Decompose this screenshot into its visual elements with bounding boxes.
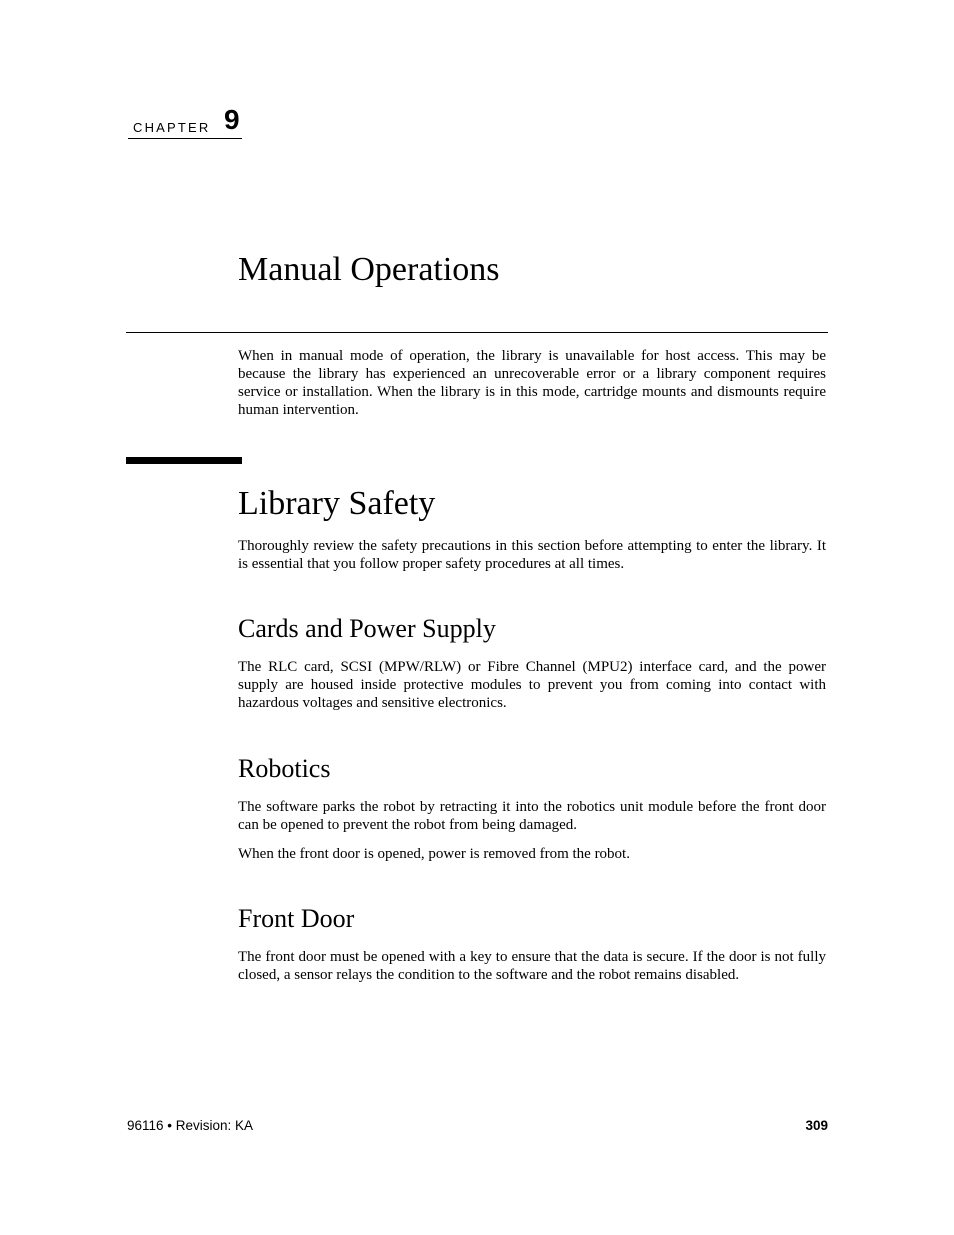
chapter-tag <box>128 106 242 139</box>
intro-paragraph: When in manual mode of operation, the library is unavailable for host access. This may be because the library has experienced an unrecoverable error or a library component requires service or installation. When the library is in this mode, cartridge mounts and dismounts require human intervention. <box>238 348 826 418</box>
robotics-paragraph-1: The software parks the robot by retracting it into the robotics unit module before the front door can be opened to prevent the robot from being damaged. <box>238 799 826 833</box>
robotics-paragraph-2: When the front door is opened, power is removed from the robot. <box>238 846 630 862</box>
footer-doc-info: 96116 • Revision: KA <box>127 1118 254 1133</box>
library-safety-paragraph: Thoroughly review the safety precautions in this section before attempting to enter the library. It is essential that you follow proper safety procedures at all times. <box>238 538 826 572</box>
chapter-label: CHAPTER <box>133 120 211 135</box>
subsection-heading-cards-power: Cards and Power Supply <box>238 614 496 643</box>
section-heading-library-safety: Library Safety <box>238 485 436 522</box>
title-rule <box>126 332 828 333</box>
cards-power-paragraph: The RLC card, SCSI (MPW/RLW) or Fibre Channel (MPU2) interface card, and the power supply are housed inside protective modules to prevent you from coming into contact with hazardous voltages and sensitive electronics. <box>238 659 826 711</box>
subsection-heading-robotics: Robotics <box>238 754 331 783</box>
front-door-paragraph: The front door must be opened with a key to ensure that the data is secure. If the door is not fully closed, a sensor relays the condition to the software and the robot remains disabled. <box>238 949 826 983</box>
chapter-title: Manual Operations <box>238 251 500 288</box>
subsection-heading-front-door: Front Door <box>238 904 355 933</box>
section-rule <box>126 457 242 464</box>
chapter-number: 9 <box>224 104 240 135</box>
footer-page-number: 309 <box>805 1118 828 1133</box>
